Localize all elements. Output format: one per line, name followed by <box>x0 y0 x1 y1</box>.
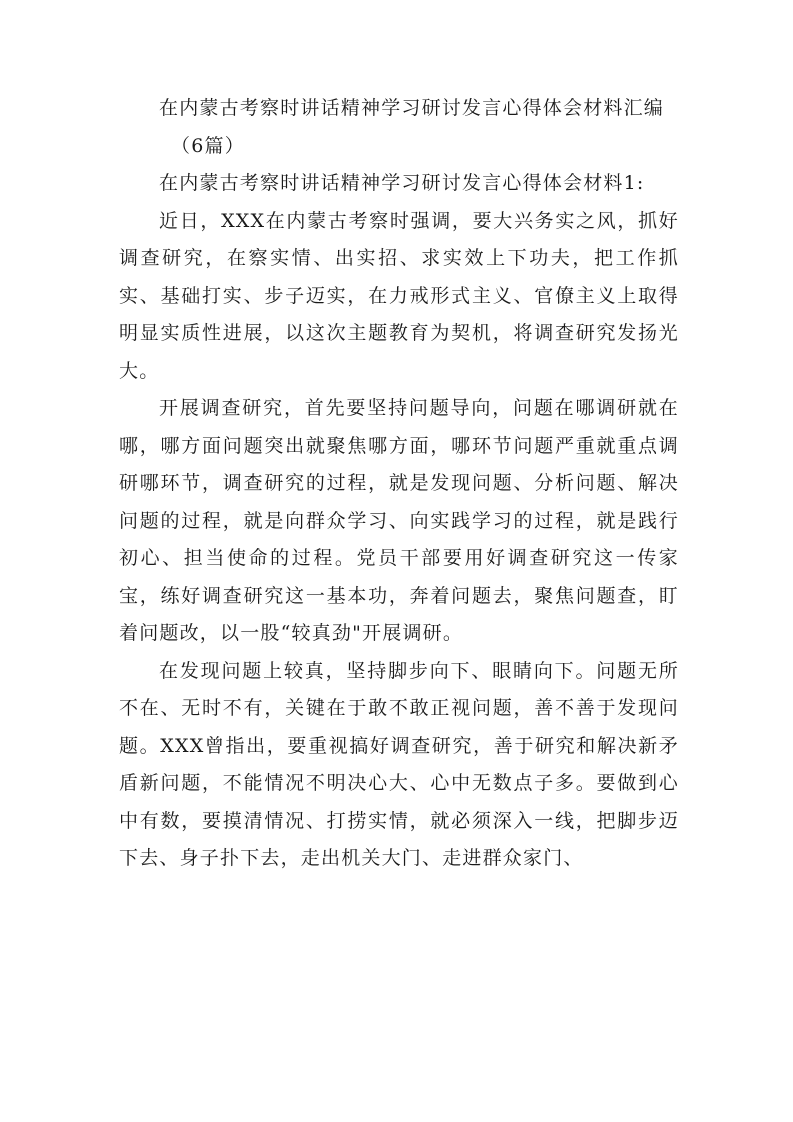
document-title: 在内蒙古考察时讲话精神学习研讨发言心得体会材料汇编 <box>159 97 665 119</box>
document-body <box>119 90 679 878</box>
document-subtitle: （6篇） <box>171 134 245 157</box>
body-paragraph-1: 近日，XXX在内蒙古考察时强调，要大兴务实之风，抓好调查研究，在察实情、出实招、求实效上下功夫，把工作抓实、基础打实、步子迈实，在力戒形式主义、官僚主义上取得明显实质性进展，以这次主题教育为契机，将调查研究发扬光大。 <box>119 209 679 382</box>
body-paragraph-3: 在发现问题上较真，坚持脚步向下、眼睛向下。问题无所不在、无时不有，关键在于敢不敢正视问题，善不善于发现问题。XXX曾指出，要重视搞好调查研究，善于研究和解决新矛盾新问题，不能情况不明决心大、心中无数点子多。要做到心中有数，要摸清情况、打捞实情，就必须深入一线，把脚步迈下去、身子扑下去，走出机关大门、走进群众家门、 <box>119 659 679 869</box>
section-heading: 在内蒙古考察时讲话精神学习研讨发言心得体会材料1: <box>159 172 645 194</box>
body-paragraph-2: 开展调查研究，首先要坚持问题导向，问题在哪调研就在哪，哪方面问题突出就聚焦哪方面，哪环节问题严重就重点调研哪环节，调查研究的过程，就是发现问题、分析问题、解决问题的过程，就是向群众学习、向实践学习的过程，就是践行初心、担当使命的过程。党员干部要用好调查研究这一传家宝，练好调查研究这一基本功，奔着问题去，聚焦问题查，盯着问题改，以一股“较真劲"开展调研。 <box>119 397 679 644</box>
